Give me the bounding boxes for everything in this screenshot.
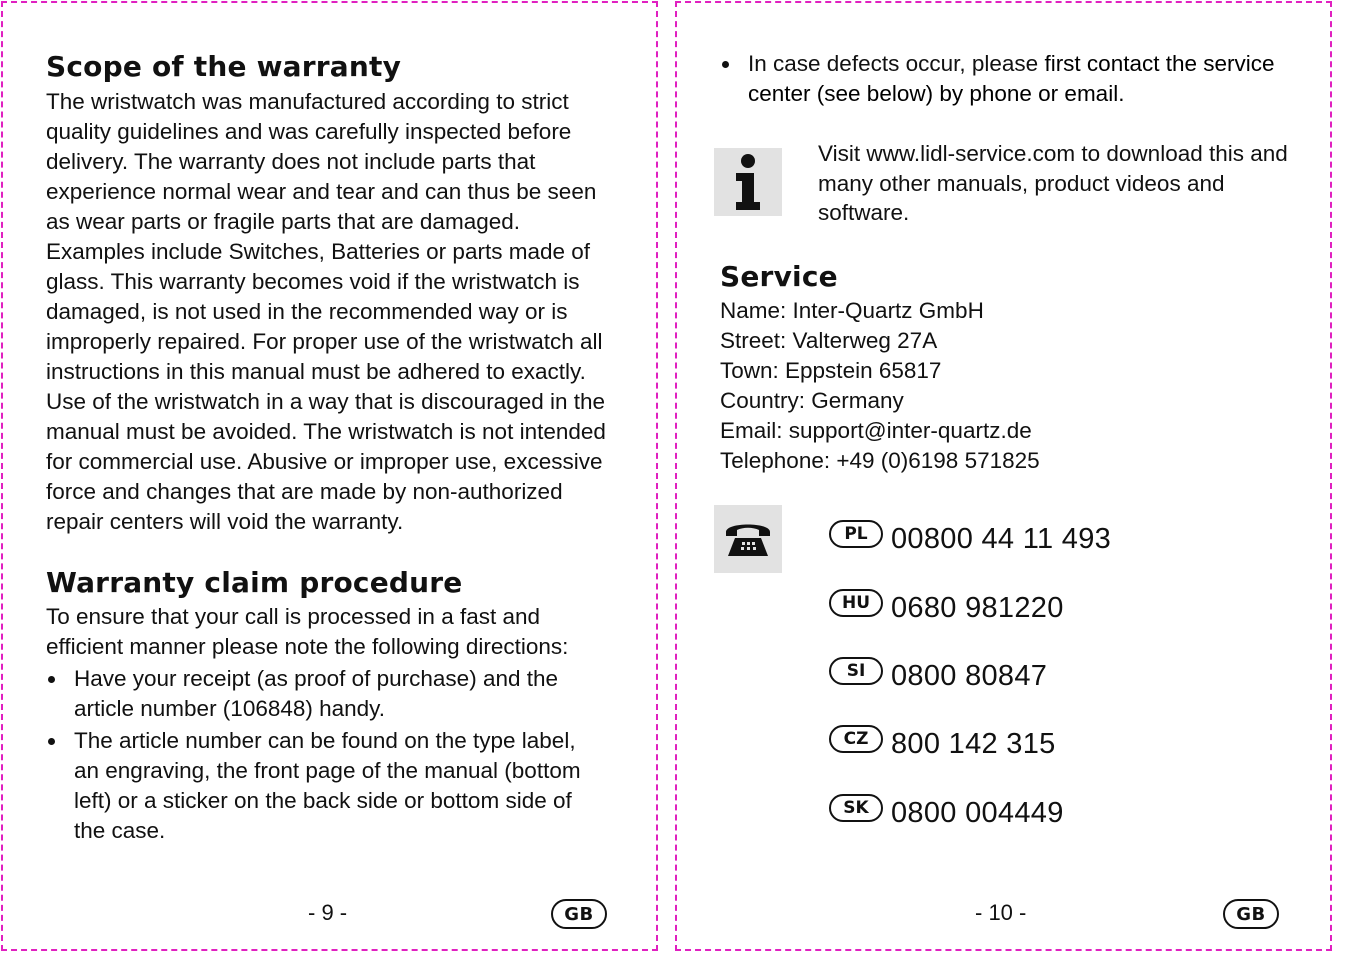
page-number: - 10 - bbox=[975, 900, 1027, 925]
country-badge-si: SI bbox=[829, 657, 883, 685]
service-email: Email: support@inter-quartz.de bbox=[720, 418, 1032, 443]
service-heading: Service bbox=[720, 260, 838, 293]
claim-heading: Warranty claim procedure bbox=[46, 566, 463, 599]
bullet-prefix: In case defects occur, please bbox=[748, 51, 1045, 76]
hotline-number-pl: 00800 44 11 493 bbox=[891, 523, 1112, 555]
bullet-icon bbox=[48, 676, 55, 683]
hotline-row-si bbox=[829, 660, 1047, 693]
hotline-number-si: 0800 80847 bbox=[891, 660, 1048, 692]
hotline-row-hu bbox=[829, 592, 1064, 625]
bullet-icon bbox=[722, 61, 729, 68]
telephone-icon bbox=[714, 505, 782, 573]
country-badge-hu: HU bbox=[829, 589, 883, 617]
country-badge-pl: PL bbox=[829, 520, 883, 548]
language-badge: GB bbox=[1223, 899, 1279, 929]
page-left bbox=[1, 1, 658, 951]
info-text: Visit www.lidl-service.com to download this and many other manuals, product videos and software. bbox=[818, 141, 1288, 225]
service-street: Street: Valterweg 27A bbox=[720, 328, 938, 353]
list-item bbox=[720, 49, 1290, 109]
contact-bullet-list bbox=[720, 49, 1290, 111]
info-icon bbox=[714, 148, 782, 216]
service-address bbox=[720, 296, 1040, 476]
list-item bbox=[46, 726, 586, 846]
hotline-number-sk: 0800 004449 bbox=[891, 797, 1064, 829]
country-badge-sk: SK bbox=[829, 794, 883, 822]
bullet-text: Have your receipt (as proof of purchase) and the article number (106848) handy. bbox=[74, 666, 559, 721]
page-right bbox=[675, 1, 1332, 951]
bullet-icon bbox=[48, 738, 55, 745]
hotline-row-cz bbox=[829, 728, 1056, 761]
hotline-row-pl bbox=[829, 523, 1111, 556]
claim-bullet-list bbox=[46, 664, 586, 848]
bullet-emphasis: first contact the service center (see below) by phone or email. bbox=[748, 51, 1275, 106]
country-badge-cz: CZ bbox=[829, 725, 883, 753]
list-item bbox=[46, 664, 586, 724]
bullet-text: The article number can be found on the type label, an engraving, the front page of the manual (bottom left) or a sticker on the back side or bottom side of the case. bbox=[74, 728, 581, 843]
service-name: Name: Inter-Quartz GmbH bbox=[720, 298, 984, 323]
hotline-number-cz: 800 142 315 bbox=[891, 728, 1056, 760]
info-glyph bbox=[728, 152, 768, 212]
service-town: Town: Eppstein 65817 bbox=[720, 358, 942, 383]
language-badge: GB bbox=[551, 899, 607, 929]
page-number: - 9 - bbox=[308, 900, 348, 925]
telephone-glyph bbox=[723, 518, 773, 560]
scope-heading: Scope of the warranty bbox=[46, 50, 402, 83]
hotline-number-hu: 0680 981220 bbox=[891, 592, 1064, 624]
service-telephone: Telephone: +49 (0)6198 571825 bbox=[720, 448, 1040, 473]
scope-text: The wristwatch was manufactured according to strict quality guidelines and was carefully inspected before delivery. The warranty does not include parts that experience normal wear and tear and can thus be seen as wear parts or fragile parts that are damaged. Examples include Switches, Batteries or parts made of glass. This warranty becomes void if the wristwatch is damaged, is not used in the recommended way or is improperly repaired. For proper use of the wristwatch all instructions in this manual must be adhered to exactly. Use of the wristwatch in a way that is discouraged in the manual must be avoided. The wristwatch is not intended for commercial use. Abusive or improper use, excessive force and changes that are made by non-authorized repair centers will void the warranty. bbox=[46, 89, 606, 534]
claim-intro: To ensure that your call is processed in a fast and efficient manner please note the following directions: bbox=[46, 604, 569, 659]
service-country: Country: Germany bbox=[720, 388, 904, 413]
hotline-row-sk bbox=[829, 797, 1064, 830]
